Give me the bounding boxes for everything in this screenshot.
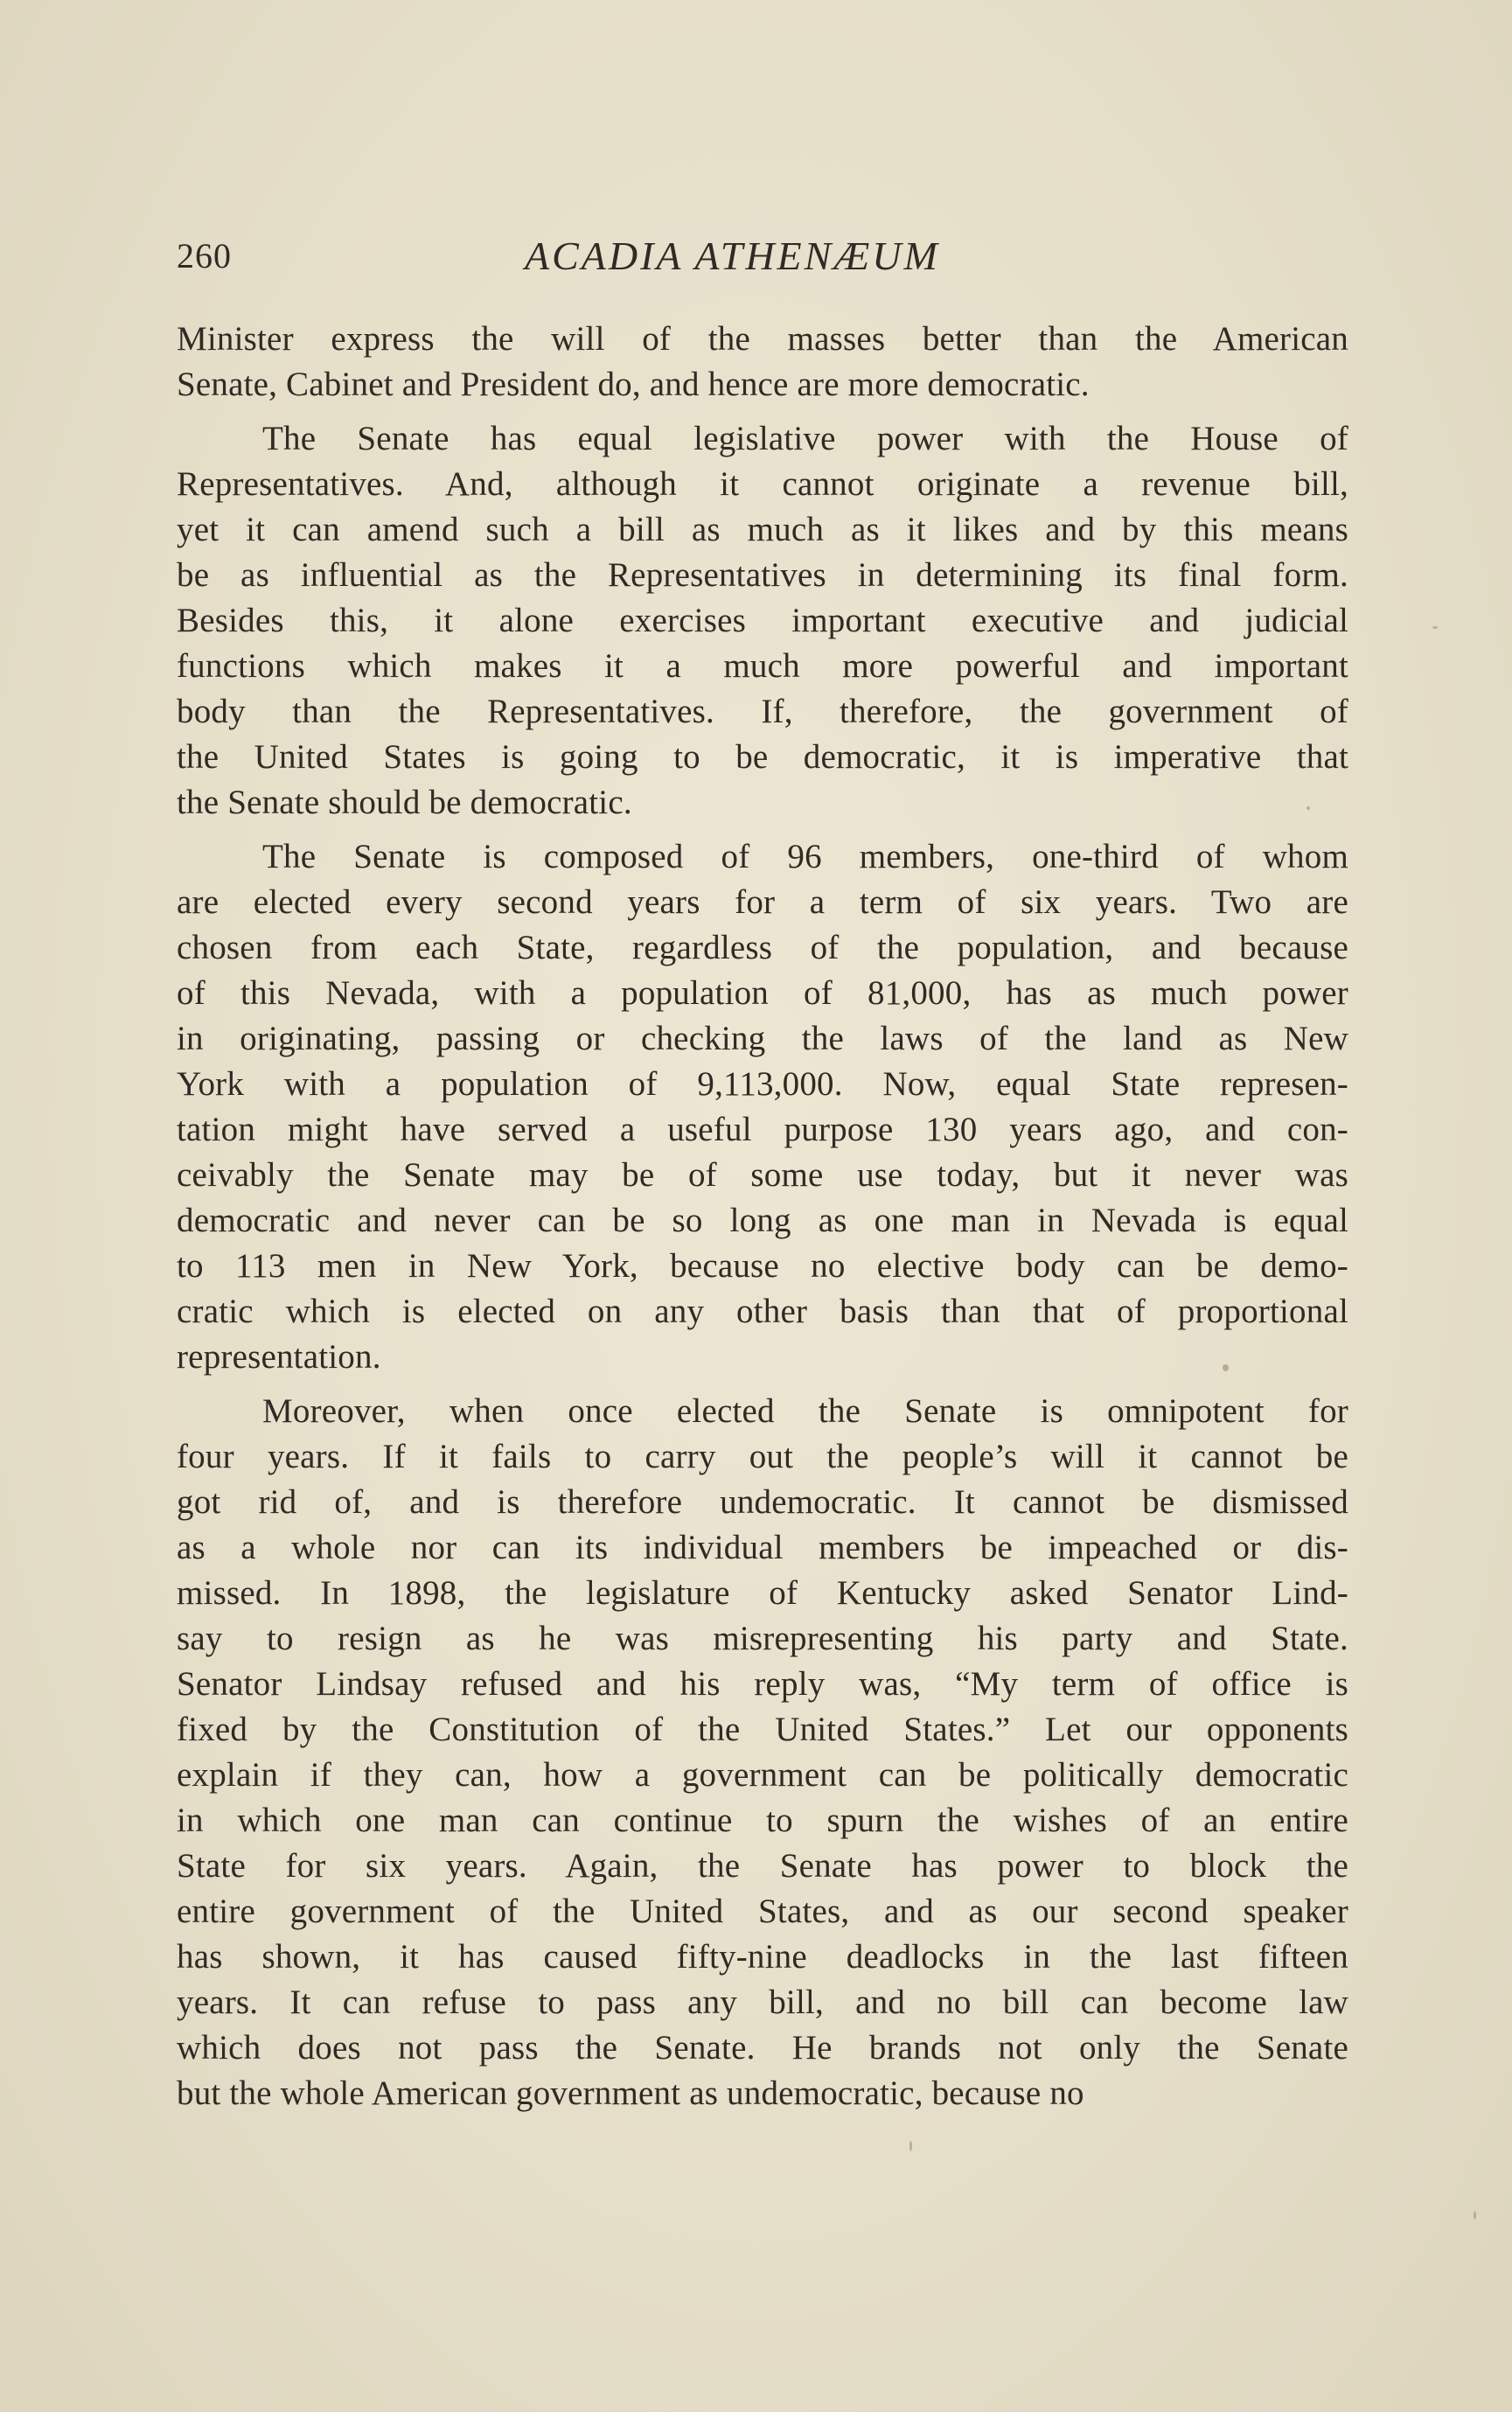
scan-speck <box>1223 1364 1229 1371</box>
page-number: 260 <box>177 236 232 275</box>
text-line: fixed by the Constitution of the United States.” Let our opponents <box>177 1711 1348 1748</box>
text-line: State for six years. Again, the Senate has power to block the <box>177 1847 1348 1885</box>
text-line: years. It can refuse to pass any bill, and no bill can become law <box>177 1983 1348 2021</box>
text-line: cratic which is elected on any other basis than that of proportional <box>177 1293 1348 1330</box>
paragraph-gap <box>177 1380 1348 1389</box>
text-line: Senate, Cabinet and President do, and hence are more democratic. <box>177 366 1090 403</box>
text-line: Moreover, when once elected the Senate is omnipotent for <box>262 1392 1348 1430</box>
text-line: are elected every second years for a term of six years. Two are <box>177 883 1348 921</box>
paragraph-gap <box>177 408 1348 416</box>
text-line: say to resign as he was misrepresenting his party and State. <box>177 1620 1348 1657</box>
text-line: democratic and never can be so long as one man in Nevada is equal <box>177 1202 1348 1239</box>
text-line: chosen from each State, regardless of the population, and because <box>177 929 1348 966</box>
text-line: four years. If it fails to carry out the people’s will it cannot be <box>177 1438 1348 1475</box>
paragraph-gap <box>177 826 1348 834</box>
text-line: to 113 men in New York, because no elective body can be demo- <box>177 1247 1348 1285</box>
text-line: which does not pass the Senate. He brands not only the Senate <box>177 2029 1348 2067</box>
body-text <box>177 317 1348 2116</box>
text-line: functions which makes it a much more powerful and important <box>177 647 1348 685</box>
text-line: yet it can amend such a bill as much as it likes and by this means <box>177 511 1348 548</box>
paragraph <box>177 416 1348 826</box>
text-line: the Senate should be democratic. <box>177 784 632 821</box>
text-line: body than the Representatives. If, therefore, the government of <box>177 693 1348 730</box>
text-line: Besides this, it alone exercises important executive and judicial <box>177 602 1348 639</box>
scan-speck <box>1432 626 1438 629</box>
text-line: representation. <box>177 1338 381 1376</box>
text-line: as a whole nor can its individual members be impeached or dis- <box>177 1529 1348 1566</box>
text-line: Senator Lindsay refused and his reply was, “My term of office is <box>177 1665 1348 1703</box>
scan-speck <box>1474 2211 1476 2220</box>
text-line: entire government of the United States, and as our second speaker <box>177 1893 1348 1930</box>
text-line: explain if they can, how a government can be politically democratic <box>177 1756 1348 1794</box>
text-line: ceivably the Senate may be of some use today, but it never was <box>177 1156 1348 1194</box>
text-line: The Senate has equal legislative power with the House of <box>262 420 1348 457</box>
scan-speck <box>909 2141 912 2151</box>
text-line: in originating, passing or checking the laws of the land as New <box>177 1020 1348 1057</box>
running-head: ACADIA ATHENÆUM <box>525 234 940 278</box>
text-line: got rid of, and is therefore undemocratic. It cannot be dismissed <box>177 1483 1348 1521</box>
text-line: but the whole American government as undemocratic, because no <box>177 2074 1084 2112</box>
paragraph <box>177 1389 1348 2116</box>
text-line: of this Nevada, with a population of 81,000, has as much power <box>177 974 1348 1012</box>
text-line: The Senate is composed of 96 members, one-third of whom <box>262 838 1348 875</box>
paragraph <box>177 834 1348 1380</box>
page-header <box>177 226 1348 287</box>
scan-speck <box>1306 806 1310 810</box>
text-line: York with a population of 9,113,000. Now, equal State represen- <box>177 1065 1348 1103</box>
text-line: tation might have served a useful purpose 130 years ago, and con- <box>177 1111 1348 1148</box>
text-line: in which one man can continue to spurn the wishes of an entire <box>177 1802 1348 1839</box>
text-line: be as influential as the Representatives in determining its final form. <box>177 556 1348 594</box>
text-line: Minister express the will of the masses better than the American <box>177 320 1348 358</box>
paragraph <box>177 317 1348 408</box>
text-line: missed. In 1898, the legislature of Kentucky asked Senator Lind- <box>177 1574 1348 1612</box>
text-line: the United States is going to be democratic, it is imperative that <box>177 738 1348 776</box>
text-line: Representatives. And, although it cannot originate a revenue bill, <box>177 465 1348 503</box>
text-line: has shown, it has caused fifty-nine deadlocks in the last fifteen <box>177 1938 1348 1976</box>
